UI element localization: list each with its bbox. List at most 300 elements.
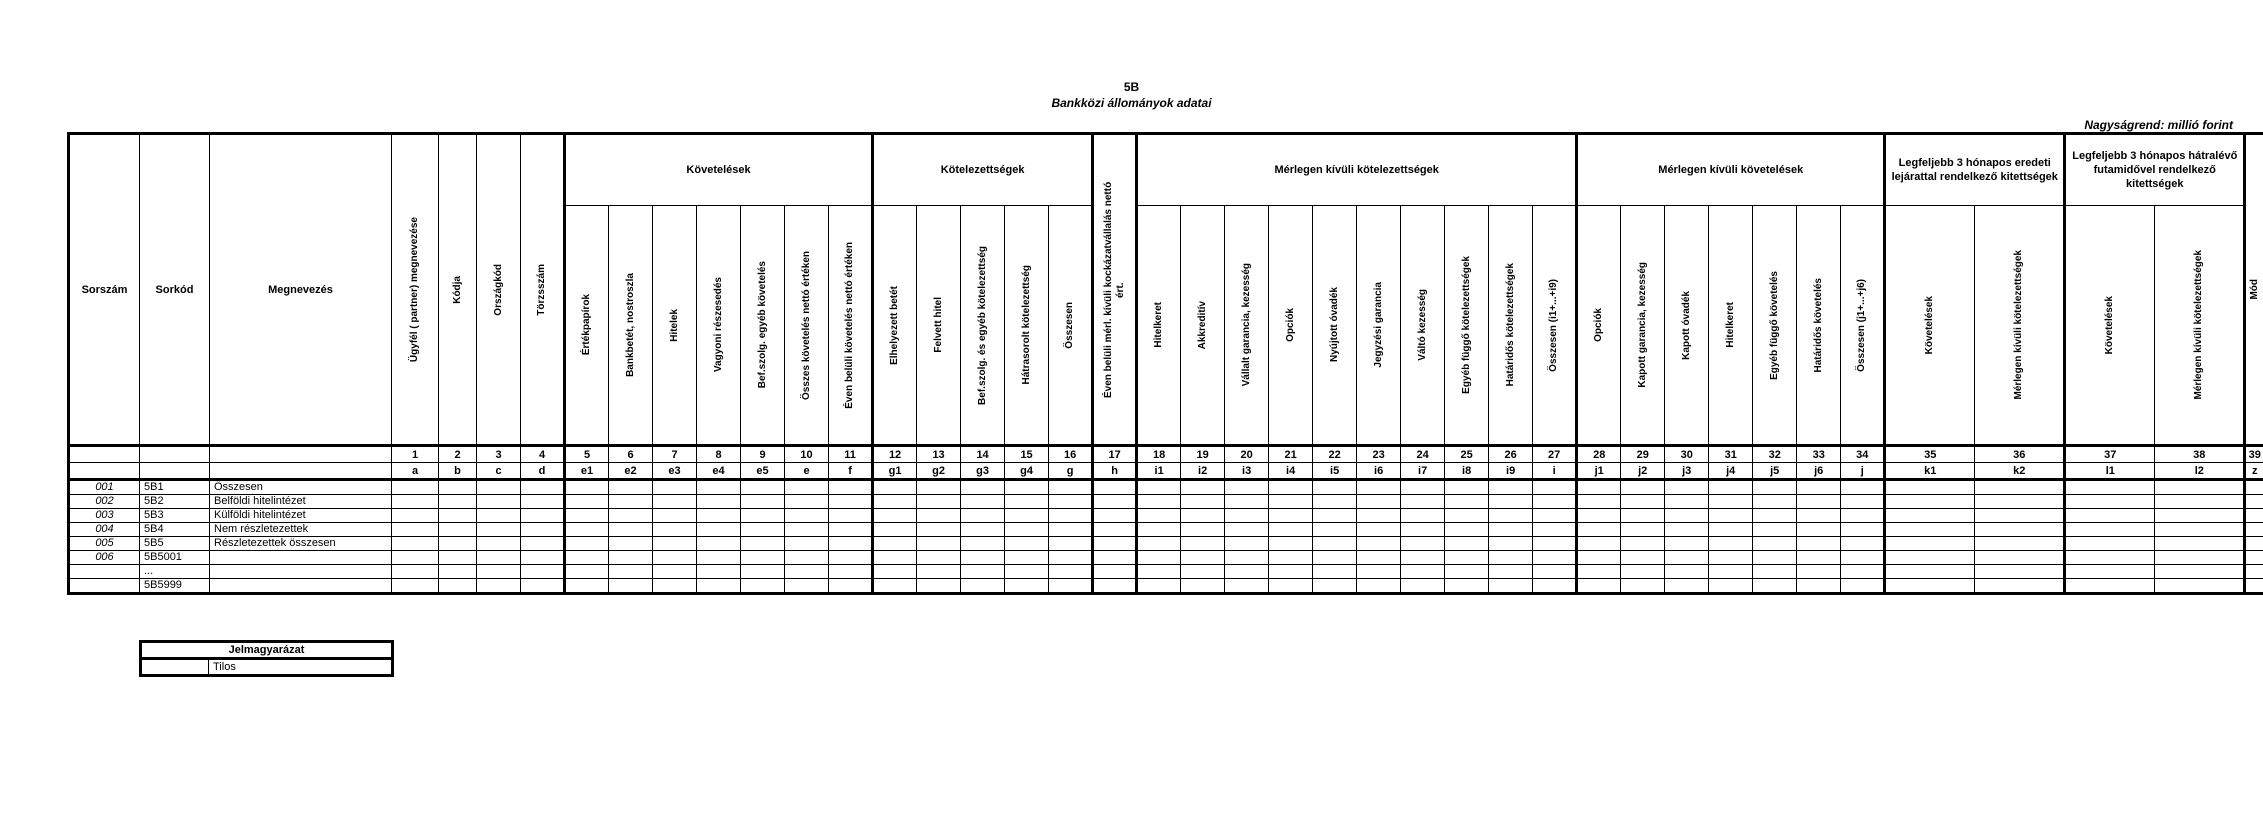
data-cell[interactable]	[829, 480, 873, 495]
data-cell[interactable]	[2065, 551, 2155, 565]
data-cell[interactable]	[392, 551, 439, 565]
data-cell[interactable]	[439, 579, 477, 594]
data-cell[interactable]	[1049, 495, 1093, 509]
data-cell[interactable]	[1093, 551, 1137, 565]
data-cell[interactable]	[521, 495, 565, 509]
data-cell[interactable]	[2245, 523, 2263, 537]
data-cell[interactable]	[785, 480, 829, 495]
data-cell[interactable]	[1137, 579, 1181, 594]
data-cell[interactable]	[1489, 495, 1533, 509]
data-cell[interactable]	[521, 480, 565, 495]
data-cell[interactable]	[1225, 523, 1269, 537]
data-cell[interactable]	[1401, 495, 1445, 509]
data-cell[interactable]	[1225, 551, 1269, 565]
data-cell[interactable]	[961, 551, 1005, 565]
data-cell[interactable]	[439, 480, 477, 495]
data-cell[interactable]	[653, 523, 697, 537]
data-cell[interactable]	[785, 565, 829, 579]
data-cell[interactable]	[565, 551, 609, 565]
data-cell[interactable]	[1885, 495, 1975, 509]
data-cell[interactable]	[1137, 495, 1181, 509]
data-cell[interactable]	[961, 565, 1005, 579]
data-cell[interactable]	[1709, 551, 1753, 565]
data-cell[interactable]	[1005, 509, 1049, 523]
data-cell[interactable]	[1093, 480, 1137, 495]
data-cell[interactable]	[785, 509, 829, 523]
data-cell[interactable]	[521, 579, 565, 594]
data-cell[interactable]	[1753, 509, 1797, 523]
data-cell[interactable]	[477, 565, 521, 579]
data-cell[interactable]	[477, 480, 521, 495]
data-cell[interactable]	[697, 523, 741, 537]
data-cell[interactable]	[1621, 579, 1665, 594]
data-cell[interactable]	[1533, 523, 1577, 537]
data-cell[interactable]	[521, 523, 565, 537]
data-cell[interactable]	[2065, 537, 2155, 551]
data-cell[interactable]	[565, 523, 609, 537]
data-cell[interactable]	[521, 509, 565, 523]
data-cell[interactable]	[1225, 495, 1269, 509]
data-cell[interactable]	[1445, 579, 1489, 594]
data-cell[interactable]	[477, 509, 521, 523]
data-cell[interactable]	[1313, 509, 1357, 523]
data-cell[interactable]	[477, 495, 521, 509]
data-cell[interactable]	[873, 579, 917, 594]
data-cell[interactable]	[1797, 579, 1841, 594]
data-cell[interactable]	[1137, 551, 1181, 565]
data-cell[interactable]	[1577, 551, 1621, 565]
data-cell[interactable]	[2245, 495, 2263, 509]
data-cell[interactable]	[2065, 480, 2155, 495]
data-cell[interactable]	[1313, 551, 1357, 565]
data-cell[interactable]	[392, 537, 439, 551]
data-cell[interactable]	[1269, 551, 1313, 565]
data-cell[interactable]	[697, 565, 741, 579]
data-cell[interactable]	[1269, 480, 1313, 495]
data-cell[interactable]	[439, 523, 477, 537]
data-cell[interactable]	[1357, 579, 1401, 594]
data-cell[interactable]	[961, 523, 1005, 537]
data-cell[interactable]	[1577, 495, 1621, 509]
data-cell[interactable]	[785, 523, 829, 537]
data-cell[interactable]	[1269, 537, 1313, 551]
data-cell[interactable]	[917, 480, 961, 495]
data-cell[interactable]	[917, 537, 961, 551]
data-cell[interactable]	[1621, 495, 1665, 509]
data-cell[interactable]	[653, 579, 697, 594]
data-cell[interactable]	[829, 579, 873, 594]
data-cell[interactable]	[2155, 480, 2245, 495]
data-cell[interactable]	[1621, 509, 1665, 523]
data-cell[interactable]	[1049, 537, 1093, 551]
data-cell[interactable]	[873, 523, 917, 537]
data-cell[interactable]	[1975, 480, 2065, 495]
data-cell[interactable]	[961, 537, 1005, 551]
data-cell[interactable]	[1621, 480, 1665, 495]
data-cell[interactable]	[741, 579, 785, 594]
data-cell[interactable]	[2155, 523, 2245, 537]
data-cell[interactable]	[1093, 495, 1137, 509]
data-cell[interactable]	[1709, 537, 1753, 551]
data-cell[interactable]	[477, 537, 521, 551]
data-cell[interactable]	[1445, 509, 1489, 523]
data-cell[interactable]	[2155, 537, 2245, 551]
data-cell[interactable]	[2155, 509, 2245, 523]
data-cell[interactable]	[1709, 565, 1753, 579]
data-cell[interactable]	[961, 480, 1005, 495]
data-cell[interactable]	[1225, 579, 1269, 594]
data-cell[interactable]	[1841, 551, 1885, 565]
data-cell[interactable]	[1841, 565, 1885, 579]
data-cell[interactable]	[521, 551, 565, 565]
data-cell[interactable]	[1797, 509, 1841, 523]
data-cell[interactable]	[1975, 565, 2065, 579]
data-cell[interactable]	[392, 509, 439, 523]
data-cell[interactable]	[1137, 565, 1181, 579]
data-cell[interactable]	[741, 565, 785, 579]
data-cell[interactable]	[785, 551, 829, 565]
data-cell[interactable]	[565, 509, 609, 523]
data-cell[interactable]	[1357, 523, 1401, 537]
data-cell[interactable]	[1753, 480, 1797, 495]
data-cell[interactable]	[1093, 537, 1137, 551]
data-cell[interactable]	[1225, 480, 1269, 495]
data-cell[interactable]	[1401, 565, 1445, 579]
data-cell[interactable]	[1489, 565, 1533, 579]
data-cell[interactable]	[1975, 537, 2065, 551]
data-cell[interactable]	[697, 495, 741, 509]
data-cell[interactable]	[1093, 523, 1137, 537]
data-cell[interactable]	[1401, 509, 1445, 523]
data-cell[interactable]	[1357, 495, 1401, 509]
data-cell[interactable]	[392, 579, 439, 594]
data-cell[interactable]	[2155, 495, 2245, 509]
data-cell[interactable]	[829, 509, 873, 523]
data-cell[interactable]	[439, 537, 477, 551]
data-cell[interactable]	[653, 480, 697, 495]
data-cell[interactable]	[565, 480, 609, 495]
data-cell[interactable]	[1797, 537, 1841, 551]
data-cell[interactable]	[1093, 509, 1137, 523]
data-cell[interactable]	[1533, 579, 1577, 594]
data-cell[interactable]	[565, 495, 609, 509]
data-cell[interactable]	[1137, 509, 1181, 523]
data-cell[interactable]	[1093, 579, 1137, 594]
data-cell[interactable]	[1489, 537, 1533, 551]
data-cell[interactable]	[1445, 551, 1489, 565]
data-cell[interactable]	[2065, 579, 2155, 594]
data-cell[interactable]	[1357, 551, 1401, 565]
data-cell[interactable]	[609, 565, 653, 579]
data-cell[interactable]	[1753, 523, 1797, 537]
data-cell[interactable]	[873, 495, 917, 509]
data-cell[interactable]	[1753, 495, 1797, 509]
data-cell[interactable]	[829, 551, 873, 565]
data-cell[interactable]	[1885, 523, 1975, 537]
data-cell[interactable]	[741, 509, 785, 523]
data-cell[interactable]	[1357, 480, 1401, 495]
data-cell[interactable]	[1049, 480, 1093, 495]
data-cell[interactable]	[392, 480, 439, 495]
data-cell[interactable]	[609, 523, 653, 537]
data-cell[interactable]	[653, 537, 697, 551]
data-cell[interactable]	[1533, 495, 1577, 509]
data-cell[interactable]	[697, 537, 741, 551]
data-cell[interactable]	[653, 509, 697, 523]
data-cell[interactable]	[741, 537, 785, 551]
data-cell[interactable]	[1181, 509, 1225, 523]
data-cell[interactable]	[1269, 495, 1313, 509]
data-cell[interactable]	[609, 480, 653, 495]
data-cell[interactable]	[1841, 480, 1885, 495]
data-cell[interactable]	[2065, 565, 2155, 579]
data-cell[interactable]	[785, 537, 829, 551]
data-cell[interactable]	[1005, 537, 1049, 551]
data-cell[interactable]	[1797, 480, 1841, 495]
data-cell[interactable]	[1401, 537, 1445, 551]
data-cell[interactable]	[1797, 565, 1841, 579]
data-cell[interactable]	[1401, 551, 1445, 565]
data-cell[interactable]	[1709, 480, 1753, 495]
data-cell[interactable]	[1975, 551, 2065, 565]
data-cell[interactable]	[1181, 495, 1225, 509]
data-cell[interactable]	[1885, 565, 1975, 579]
data-cell[interactable]	[653, 565, 697, 579]
data-cell[interactable]	[2245, 509, 2263, 523]
data-cell[interactable]	[1313, 537, 1357, 551]
data-cell[interactable]	[1665, 480, 1709, 495]
data-cell[interactable]	[873, 537, 917, 551]
data-cell[interactable]	[1181, 480, 1225, 495]
data-cell[interactable]	[697, 551, 741, 565]
data-cell[interactable]	[2155, 551, 2245, 565]
data-cell[interactable]	[1313, 495, 1357, 509]
data-cell[interactable]	[2245, 537, 2263, 551]
data-cell[interactable]	[917, 579, 961, 594]
data-cell[interactable]	[1753, 565, 1797, 579]
data-cell[interactable]	[1489, 523, 1533, 537]
data-cell[interactable]	[1049, 579, 1093, 594]
data-cell[interactable]	[1841, 495, 1885, 509]
data-cell[interactable]	[1709, 495, 1753, 509]
data-cell[interactable]	[1357, 565, 1401, 579]
data-cell[interactable]	[1049, 523, 1093, 537]
data-cell[interactable]	[1841, 523, 1885, 537]
data-cell[interactable]	[1665, 523, 1709, 537]
data-cell[interactable]	[1401, 579, 1445, 594]
data-cell[interactable]	[873, 551, 917, 565]
data-cell[interactable]	[1577, 523, 1621, 537]
data-cell[interactable]	[1533, 480, 1577, 495]
data-cell[interactable]	[741, 495, 785, 509]
data-cell[interactable]	[1885, 480, 1975, 495]
data-cell[interactable]	[477, 579, 521, 594]
data-cell[interactable]	[1577, 565, 1621, 579]
data-cell[interactable]	[477, 551, 521, 565]
data-cell[interactable]	[1181, 551, 1225, 565]
data-cell[interactable]	[1005, 495, 1049, 509]
data-cell[interactable]	[1005, 579, 1049, 594]
data-cell[interactable]	[1049, 551, 1093, 565]
data-cell[interactable]	[1401, 480, 1445, 495]
data-cell[interactable]	[917, 523, 961, 537]
data-cell[interactable]	[917, 509, 961, 523]
data-cell[interactable]	[1665, 509, 1709, 523]
data-cell[interactable]	[1489, 480, 1533, 495]
data-cell[interactable]	[1533, 551, 1577, 565]
data-cell[interactable]	[961, 579, 1005, 594]
data-cell[interactable]	[1137, 523, 1181, 537]
data-cell[interactable]	[1005, 480, 1049, 495]
data-cell[interactable]	[1445, 495, 1489, 509]
data-cell[interactable]	[697, 579, 741, 594]
data-cell[interactable]	[439, 509, 477, 523]
data-cell[interactable]	[1005, 565, 1049, 579]
data-cell[interactable]	[829, 523, 873, 537]
data-cell[interactable]	[1753, 579, 1797, 594]
data-cell[interactable]	[1841, 509, 1885, 523]
data-cell[interactable]	[1445, 565, 1489, 579]
data-cell[interactable]	[741, 480, 785, 495]
data-cell[interactable]	[609, 495, 653, 509]
data-cell[interactable]	[439, 495, 477, 509]
data-cell[interactable]	[1401, 523, 1445, 537]
data-cell[interactable]	[1885, 551, 1975, 565]
data-cell[interactable]	[1357, 509, 1401, 523]
data-cell[interactable]	[1093, 565, 1137, 579]
data-cell[interactable]	[1621, 565, 1665, 579]
data-cell[interactable]	[961, 495, 1005, 509]
data-cell[interactable]	[1709, 509, 1753, 523]
data-cell[interactable]	[609, 509, 653, 523]
data-cell[interactable]	[1181, 579, 1225, 594]
data-cell[interactable]	[2065, 509, 2155, 523]
data-cell[interactable]	[2155, 565, 2245, 579]
data-cell[interactable]	[1225, 565, 1269, 579]
data-cell[interactable]	[1577, 579, 1621, 594]
data-cell[interactable]	[609, 579, 653, 594]
data-cell[interactable]	[2245, 480, 2263, 495]
data-cell[interactable]	[1005, 523, 1049, 537]
data-cell[interactable]	[1975, 509, 2065, 523]
data-cell[interactable]	[392, 495, 439, 509]
data-cell[interactable]	[1269, 509, 1313, 523]
data-cell[interactable]	[609, 537, 653, 551]
data-cell[interactable]	[1357, 537, 1401, 551]
data-cell[interactable]	[1753, 551, 1797, 565]
data-cell[interactable]	[1533, 537, 1577, 551]
data-cell[interactable]	[1313, 579, 1357, 594]
data-cell[interactable]	[917, 495, 961, 509]
data-cell[interactable]	[1841, 579, 1885, 594]
data-cell[interactable]	[785, 579, 829, 594]
data-cell[interactable]	[873, 509, 917, 523]
data-cell[interactable]	[1797, 551, 1841, 565]
data-cell[interactable]	[1489, 509, 1533, 523]
data-cell[interactable]	[1621, 551, 1665, 565]
data-cell[interactable]	[1621, 523, 1665, 537]
data-cell[interactable]	[653, 551, 697, 565]
data-cell[interactable]	[1975, 579, 2065, 594]
data-cell[interactable]	[392, 565, 439, 579]
data-cell[interactable]	[1181, 537, 1225, 551]
data-cell[interactable]	[1841, 537, 1885, 551]
data-cell[interactable]	[1049, 509, 1093, 523]
data-cell[interactable]	[1577, 537, 1621, 551]
data-cell[interactable]	[1269, 565, 1313, 579]
data-cell[interactable]	[2245, 565, 2263, 579]
data-cell[interactable]	[1885, 509, 1975, 523]
data-cell[interactable]	[2245, 551, 2263, 565]
data-cell[interactable]	[521, 565, 565, 579]
data-cell[interactable]	[917, 565, 961, 579]
data-cell[interactable]	[2245, 579, 2263, 594]
data-cell[interactable]	[1709, 579, 1753, 594]
data-cell[interactable]	[1533, 565, 1577, 579]
data-cell[interactable]	[565, 565, 609, 579]
data-cell[interactable]	[1753, 537, 1797, 551]
data-cell[interactable]	[565, 579, 609, 594]
data-cell[interactable]	[392, 523, 439, 537]
data-cell[interactable]	[829, 537, 873, 551]
data-cell[interactable]	[2065, 523, 2155, 537]
data-cell[interactable]	[785, 495, 829, 509]
data-cell[interactable]	[521, 537, 565, 551]
data-cell[interactable]	[1621, 537, 1665, 551]
data-cell[interactable]	[1797, 523, 1841, 537]
data-cell[interactable]	[1225, 509, 1269, 523]
data-cell[interactable]	[1577, 480, 1621, 495]
data-cell[interactable]	[741, 523, 785, 537]
data-cell[interactable]	[873, 480, 917, 495]
data-cell[interactable]	[2155, 579, 2245, 594]
data-cell[interactable]	[1709, 523, 1753, 537]
data-cell[interactable]	[829, 565, 873, 579]
data-cell[interactable]	[1665, 537, 1709, 551]
data-cell[interactable]	[1181, 523, 1225, 537]
data-cell[interactable]	[1975, 523, 2065, 537]
data-cell[interactable]	[565, 537, 609, 551]
data-cell[interactable]	[917, 551, 961, 565]
data-cell[interactable]	[1137, 480, 1181, 495]
data-cell[interactable]	[1313, 480, 1357, 495]
data-cell[interactable]	[609, 551, 653, 565]
data-cell[interactable]	[1313, 565, 1357, 579]
data-cell[interactable]	[1975, 495, 2065, 509]
data-cell[interactable]	[1489, 551, 1533, 565]
data-cell[interactable]	[697, 509, 741, 523]
data-cell[interactable]	[1181, 565, 1225, 579]
data-cell[interactable]	[1665, 551, 1709, 565]
data-cell[interactable]	[1665, 579, 1709, 594]
data-cell[interactable]	[1445, 523, 1489, 537]
data-cell[interactable]	[1797, 495, 1841, 509]
data-cell[interactable]	[1049, 565, 1093, 579]
data-cell[interactable]	[439, 551, 477, 565]
data-cell[interactable]	[961, 509, 1005, 523]
data-cell[interactable]	[653, 495, 697, 509]
data-cell[interactable]	[2065, 495, 2155, 509]
data-cell[interactable]	[1665, 565, 1709, 579]
data-cell[interactable]	[1885, 537, 1975, 551]
data-cell[interactable]	[1269, 523, 1313, 537]
data-cell[interactable]	[1269, 579, 1313, 594]
data-cell[interactable]	[1533, 509, 1577, 523]
data-cell[interactable]	[829, 495, 873, 509]
data-cell[interactable]	[1445, 537, 1489, 551]
data-cell[interactable]	[1225, 537, 1269, 551]
data-cell[interactable]	[1005, 551, 1049, 565]
